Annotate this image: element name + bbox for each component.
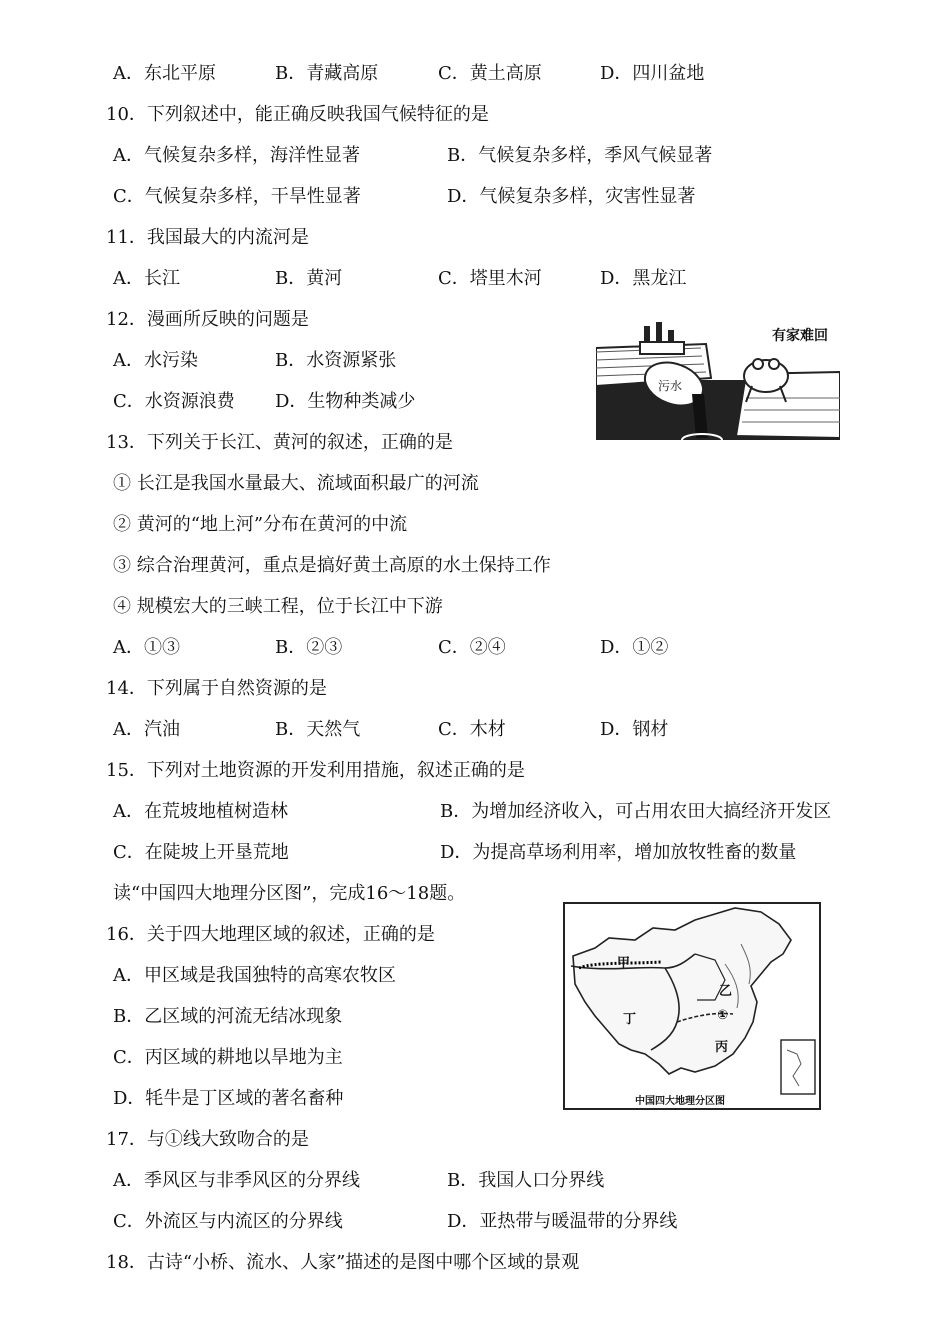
q17-option-c: C．外流区与内流区的分界线 bbox=[113, 1211, 343, 1232]
map-caption: 中国四大地理分区图 bbox=[635, 1096, 725, 1107]
q13-statement-3: ③ 综合治理黄河，重点是搞好黄土高原的水土保持工作 bbox=[113, 555, 551, 576]
q11-stem: 11．我国最大的内流河是 bbox=[106, 227, 309, 248]
q17-option-a: A．季风区与非季风区的分界线 bbox=[113, 1170, 360, 1191]
q9-option-a: A．东北平原 bbox=[113, 63, 216, 84]
q15-option-d: D．为提高草场利用率，增加放牧牲畜的数量 bbox=[440, 842, 797, 863]
q12-option-a: A．水污染 bbox=[113, 350, 198, 371]
q14-option-b: B．天然气 bbox=[275, 719, 361, 740]
q17-option-b: B．我国人口分界线 bbox=[447, 1170, 605, 1191]
q12-option-c: C．水资源浪费 bbox=[113, 391, 235, 412]
q9-option-c: C．黄土高原 bbox=[438, 63, 542, 84]
q14-option-a: A．汽油 bbox=[113, 719, 180, 740]
q15-option-c: C．在陡坡上开垦荒地 bbox=[113, 842, 289, 863]
cartoon-title: 有家难回 bbox=[772, 328, 828, 344]
q14-stem: 14．下列属于自然资源的是 bbox=[106, 678, 327, 699]
q13-statement-1: ① 长江是我国水量最大、流域面积最广的河流 bbox=[113, 473, 479, 494]
q11-option-d: D．黑龙江 bbox=[600, 268, 687, 289]
q13-option-d: D．①② bbox=[600, 637, 669, 658]
q16-stem: 16．关于四大地理区域的叙述，正确的是 bbox=[106, 924, 435, 945]
q10-option-c: C．气候复杂多样，干旱性显著 bbox=[113, 186, 361, 207]
q12-stem: 12．漫画所反映的问题是 bbox=[106, 309, 309, 330]
q16-option-c: C．丙区域的耕地以旱地为主 bbox=[113, 1047, 343, 1068]
map-label-line: ① bbox=[717, 1008, 729, 1023]
q16-option-d: D．牦牛是丁区域的著名畜种 bbox=[113, 1088, 344, 1109]
q18-stem: 18．古诗“小桥、流水、人家”描述的是图中哪个区域的景观 bbox=[106, 1252, 580, 1273]
q13-option-a: A．①③ bbox=[113, 637, 180, 658]
q10-option-b: B．气候复杂多样，季风气候显著 bbox=[447, 145, 713, 166]
map-label-jia: 甲 bbox=[617, 956, 631, 971]
map-label-yi: 乙 bbox=[719, 984, 733, 999]
cartoon-sewage-label: 污水 bbox=[658, 379, 683, 393]
q10-option-d: D．气候复杂多样，灾害性显著 bbox=[447, 186, 696, 207]
q14-option-c: C．木材 bbox=[438, 719, 506, 740]
map-label-ding: 丁 bbox=[623, 1012, 637, 1027]
pollution-cartoon bbox=[596, 318, 840, 458]
q13-option-c: C．②④ bbox=[438, 637, 506, 658]
china-regions-map bbox=[563, 902, 821, 1110]
q13-stem: 13．下列关于长江、黄河的叙述，正确的是 bbox=[106, 432, 453, 453]
q9-option-b: B．青藏高原 bbox=[275, 63, 379, 84]
q11-option-b: B．黄河 bbox=[275, 268, 343, 289]
q13-option-b: B．②③ bbox=[275, 637, 343, 658]
q11-option-c: C．塔里木河 bbox=[438, 268, 542, 289]
q15-option-b: B．为增加经济收入，可占用农田大搞经济开发区 bbox=[440, 801, 832, 822]
q9-option-d: D．四川盆地 bbox=[600, 63, 705, 84]
q10-option-a: A．气候复杂多样，海洋性显著 bbox=[113, 145, 360, 166]
q12-option-b: B．水资源紧张 bbox=[275, 350, 397, 371]
q11-option-a: A．长江 bbox=[113, 268, 180, 289]
map-intro: 读“中国四大地理分区图”，完成16～18题。 bbox=[113, 883, 466, 904]
q10-stem: 10．下列叙述中，能正确反映我国气候特征的是 bbox=[106, 104, 489, 125]
q17-stem: 17．与①线大致吻合的是 bbox=[106, 1129, 309, 1150]
map-label-bing: 丙 bbox=[715, 1040, 729, 1055]
q17-option-d: D．亚热带与暖温带的分界线 bbox=[447, 1211, 678, 1232]
q12-option-d: D．生物种类减少 bbox=[275, 391, 416, 412]
q13-statement-2: ② 黄河的“地上河”分布在黄河的中流 bbox=[113, 514, 408, 535]
q15-option-a: A．在荒坡地植树造林 bbox=[113, 801, 288, 822]
q14-option-d: D．钢材 bbox=[600, 719, 669, 740]
q15-stem: 15．下列对土地资源的开发利用措施，叙述正确的是 bbox=[106, 760, 525, 781]
q13-statement-4: ④ 规模宏大的三峡工程，位于长江中下游 bbox=[113, 596, 443, 617]
q16-option-a: A．甲区域是我国独特的高寒农牧区 bbox=[113, 965, 396, 986]
q16-option-b: B．乙区域的河流无结冰现象 bbox=[113, 1006, 343, 1027]
